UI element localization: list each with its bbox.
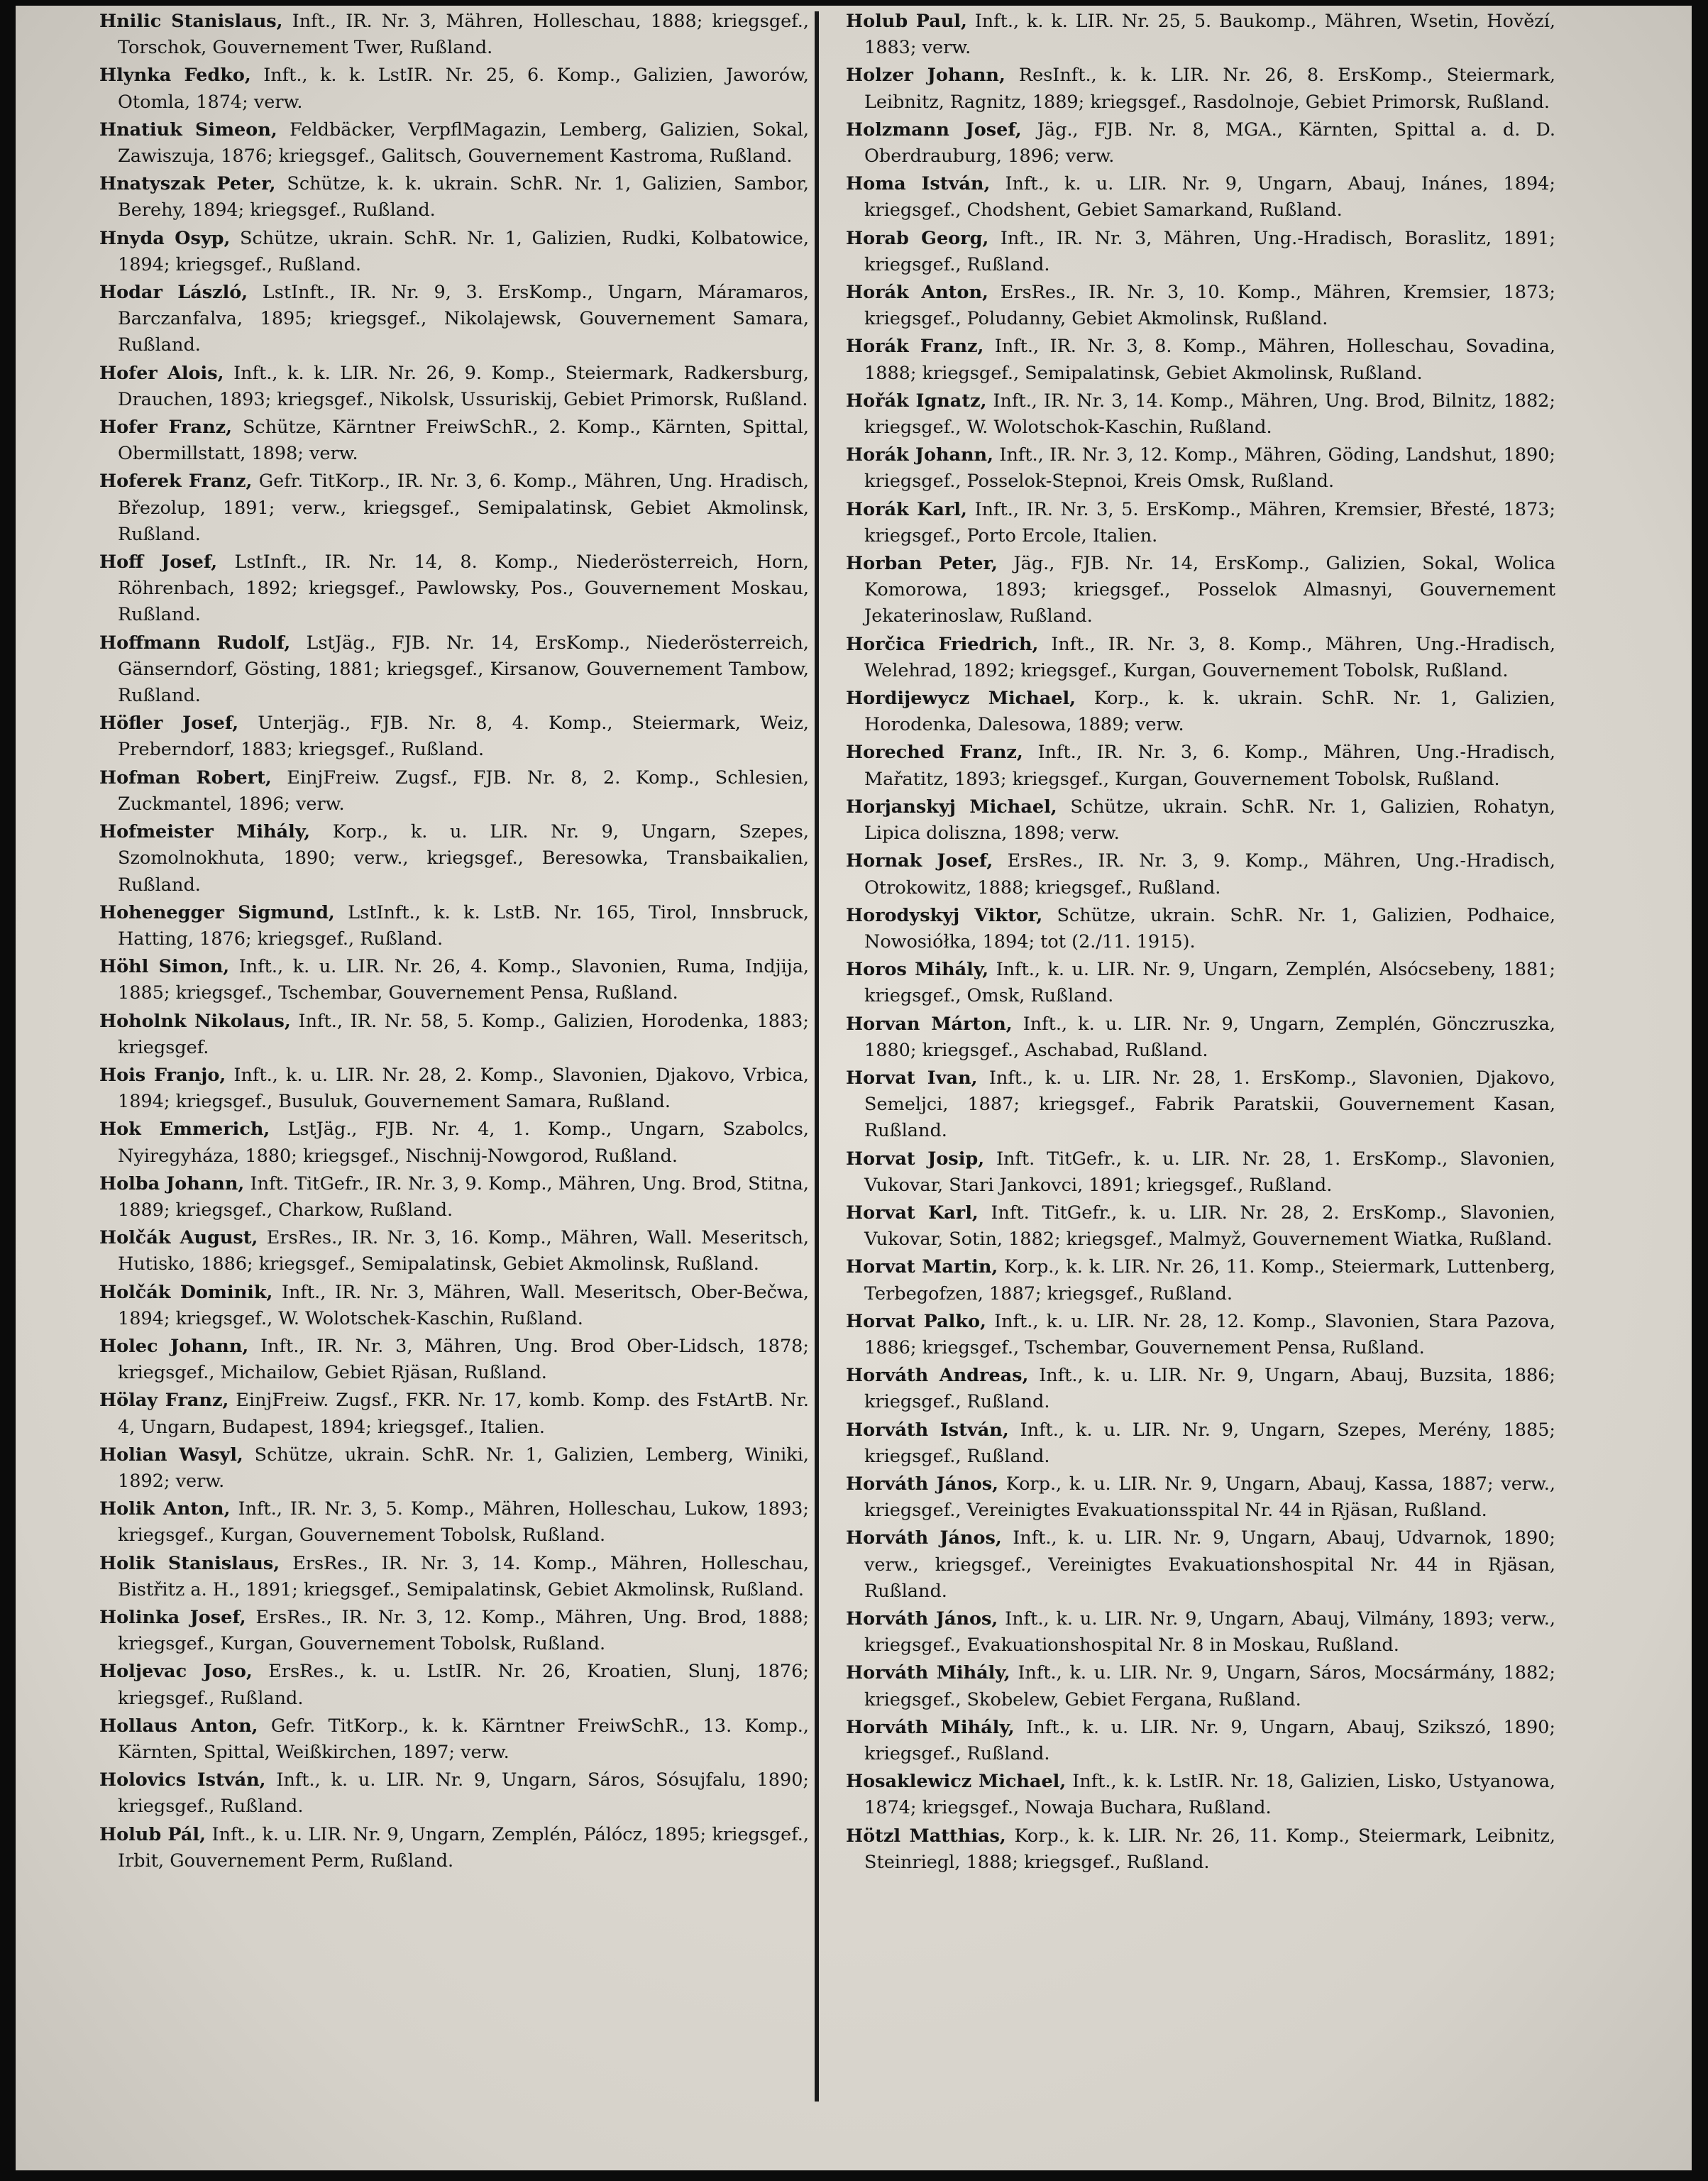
entry-name: Horváth István, (846, 1419, 1009, 1441)
entry-details: Inft., k. u. LIR. Nr. 28, 1. ErsKomp., Slavonien, Djakovo, Semeljci, 1887; kriegsgef., Fabrik Paratskii, Gouvernement Kasan, Rußland. (864, 1067, 1555, 1142)
list-entry (846, 1065, 1555, 1145)
list-entry (846, 226, 1555, 278)
list-entry (846, 740, 1555, 792)
entry-details: Inft., k. u. LIR. Nr. 9, Ungarn, Zemplén, Pálócz, 1895; kriegsgef., Irbit, Gouvernement Perm, Rußland. (118, 1823, 810, 1872)
entry-details: LstJäg., FJB. Nr. 14, ErsKomp., Niederösterreich, Gänserndorf, Gösting, 1881; kriegsgef., Kirsanow, Gouvernement Tambow, Rußland. (118, 632, 809, 707)
entry-details: Inft., k. k. LstIR. Nr. 25, 6. Komp., Galizien, Jaworów, Otomla, 1874; verw. (118, 65, 810, 113)
entry-name: Hollaus Anton, (99, 1715, 258, 1737)
entry-name: Holinka Josef, (99, 1606, 246, 1628)
entry-details: Inft., IR. Nr. 3, 5. Komp., Mähren, Holleschau, Lukow, 1893; kriegsgef., Kurgan, Gouvernement Tobolsk, Rußland. (118, 1498, 809, 1547)
entry-details: LstJäg., FJB. Nr. 4, 1. Komp., Ungarn, Szabolcs, Nyiregyháza, 1880; kriegsgef., Nischnij-Nowgorod, Rußland. (118, 1119, 809, 1167)
list-entry (846, 903, 1555, 955)
list-entry (99, 819, 809, 899)
entry-name: Hohenegger Sigmund, (99, 901, 335, 923)
entry-name: Horvat Palko, (846, 1310, 986, 1332)
entry-name: Horjanskyj Michael, (846, 796, 1057, 818)
entry-name: Holec Johann, (99, 1335, 249, 1357)
entry-name: Horák Franz, (846, 336, 984, 358)
entry-name: Hölay Franz, (99, 1390, 229, 1412)
entry-name: Horváth Andreas, (846, 1365, 1029, 1387)
entry-details: Inft., k. u. LIR. Nr. 9, Ungarn, Szepes, Merény, 1885; kriegsgef., Rußland. (864, 1419, 1556, 1467)
list-entry (846, 1417, 1555, 1470)
entry-name: Horák Johann, (846, 444, 993, 466)
entry-details: Schütze, k. k. ukrain. SchR. Nr. 1, Galizien, Sambor, Berehy, 1894; kriegsgef., Rußland. (118, 173, 810, 221)
list-entry (846, 1823, 1555, 1876)
entry-details: Inft., IR. Nr. 3, Mähren, Wall. Meseritsch, Ober-Bečwa, 1894; kriegsgef., W. Wolotschek-Kaschin, Rußland. (118, 1281, 810, 1329)
entry-name: Horčica Friedrich, (846, 633, 1039, 655)
entry-details: ErsRes., IR. Nr. 3, 10. Komp., Mähren, Kremsier, 1873; kriegsgef., Poludanny, Gebiet Akmolinsk, Rußland. (864, 282, 1555, 330)
list-entry (846, 1769, 1555, 1821)
list-entry (99, 117, 809, 170)
entry-details: ErsRes., IR. Nr. 3, 16. Komp., Mähren, Wall. Meseritsch, Hutisko, 1886; kriegsgef., Semipalatinsk, Gebiet Akmolinsk, Rußland. (118, 1227, 809, 1275)
list-entry (846, 1471, 1555, 1524)
list-entry (846, 551, 1555, 630)
entry-details: Korp., k. k. LIR. Nr. 26, 11. Komp., Steiermark, Luttenberg, Terbegofzen, 1887; kriegsgef., Rußland. (864, 1256, 1555, 1304)
right-column (846, 9, 1555, 1877)
entry-details: EinjFreiw. Zugsf., FJB. Nr. 8, 2. Komp., Schlesien, Zuckmantel, 1896; verw. (118, 767, 810, 815)
list-entry (99, 1334, 809, 1386)
entry-details: Inft., k. u. LIR. Nr. 9, Ungarn, Sáros, Sósujfalu, 1890; kriegsgef., Rußland. (118, 1769, 810, 1818)
list-entry (99, 1659, 809, 1711)
list-entry (846, 62, 1555, 115)
entry-name: Holik Anton, (99, 1498, 231, 1520)
entry-details: Feldbäcker, VerpflMagazin, Lemberg, Galizien, Sokal, Zawiszuja, 1876; kriegsgef., Galitsch, Gouvernement Kastroma, Rußland. (118, 119, 809, 167)
list-entry (846, 1660, 1555, 1713)
entry-name: Holzmann Josef, (846, 119, 1022, 141)
entry-details: Inft., k. u. LIR. Nr. 9, Ungarn, Abauj, Udvarnok, 1890; verw., kriegsgef., Vereinigtes Evakuationshospital Nr. 44 in Rjäsan, Rußland. (864, 1527, 1555, 1602)
entry-details: Inft. TitGefr., k. u. LIR. Nr. 28, 2. ErsKomp., Slavonien, Vukovar, Sotin, 1882; kriegsgef., Malmyž, Gouvernement Wiatka, Rußland. (864, 1202, 1556, 1251)
entry-details: Inft., k. u. LIR. Nr. 9, Ungarn, Abauj, Vilmány, 1893; verw., kriegsgef., Evakuationshospital Nr. 8 in Moskau, Rußland. (864, 1608, 1556, 1657)
entry-details: Inft., k. k. LstIR. Nr. 18, Galizien, Lisko, Ustyanowa, 1874; kriegsgef., Nowaja Buchara, Rußland. (864, 1771, 1556, 1819)
entry-name: Hnilic Stanislaus, (99, 11, 283, 32)
list-entry (99, 1062, 809, 1115)
entry-details: Schütze, ukrain. SchR. Nr. 1, Galizien, Podhaice, Nowosiółka, 1894; tot (2./11. 1915). (864, 904, 1555, 952)
entry-name: Hořák Ignatz, (846, 390, 987, 412)
list-entry (846, 1309, 1555, 1361)
entry-name: Holba Johann, (99, 1172, 245, 1194)
entry-name: Holovics István, (99, 1769, 266, 1791)
entry-details: Inft., k. u. LIR. Nr. 9, Ungarn, Zemplén, Gönczruszka, 1880; kriegsgef., Aschabad, Rußland. (864, 1013, 1556, 1061)
entry-name: Horvat Josip, (846, 1148, 985, 1170)
entry-name: Hnyda Osyp, (99, 227, 231, 249)
entry-name: Hoff Josef, (99, 551, 218, 573)
entry-name: Holjevac Joso, (99, 1661, 253, 1683)
entry-name: Horvat Ivan, (846, 1067, 978, 1089)
entry-name: Holian Wasyl, (99, 1444, 243, 1466)
list-entry (99, 171, 809, 224)
list-entry (99, 226, 809, 278)
list-entry (99, 765, 809, 818)
entry-name: Holik Stanislaus, (99, 1552, 280, 1574)
list-entry (99, 549, 809, 629)
entry-name: Horváth János, (846, 1608, 998, 1630)
list-entry (846, 1525, 1555, 1605)
entry-name: Horeched Franz, (846, 742, 1023, 764)
entry-details: Inft., IR. Nr. 3, Mähren, Ung. Brod Ober-Lidsch, 1878; kriegsgef., Michailow, Gebiet Rjäsan, Rußland. (118, 1335, 809, 1384)
list-entry (846, 9, 1555, 61)
list-entry (846, 848, 1555, 901)
entry-details: Inft., k. u. LIR. Nr. 9, Ungarn, Abauj, Buzsita, 1886; kriegsgef., Rußland. (864, 1365, 1555, 1413)
list-entry (846, 1200, 1555, 1253)
entry-details: Inft., IR. Nr. 3, 8. Komp., Mähren, Holleschau, Sovadina, 1888; kriegsgef., Semipalatinsk, Gebiet Akmolinsk, Rußland. (864, 336, 1556, 384)
list-entry (846, 1363, 1555, 1415)
list-entry (846, 686, 1555, 738)
list-entry (846, 497, 1555, 549)
list-entry (846, 1715, 1555, 1767)
entry-name: Horváth Mihály, (846, 1662, 1010, 1684)
entry-details: ErsRes., IR. Nr. 3, 12. Komp., Mähren, Ung. Brod, 1888; kriegsgef., Kurgan, Gouvernement Tobolsk, Rußland. (118, 1606, 809, 1655)
entry-name: Horos Mihály, (846, 959, 989, 981)
entry-name: Horban Peter, (846, 553, 998, 575)
list-entry (99, 1822, 809, 1874)
entry-details: Inft., k. k. LIR. Nr. 26, 9. Komp., Steiermark, Radkersburg, Drauchen, 1893; kriegsgef., Nikolsk, Ussuriskij, Gebiet Primorsk, Rußland. (118, 362, 810, 410)
entry-details: Inft., IR. Nr. 3, Mähren, Holleschau, 1888; kriegsgef., Torschok, Gouvernement Twer, Rußland. (118, 11, 809, 59)
entry-details: Inft., IR. Nr. 3, 12. Komp., Mähren, Göding, Landshut, 1890; kriegsgef., Posselok-Stepnoi, Kreis Omsk, Rußland. (864, 444, 1555, 493)
list-entry (99, 1605, 809, 1657)
list-entry (99, 1171, 809, 1224)
entry-details: Inft. TitGefr., k. u. LIR. Nr. 28, 1. ErsKomp., Slavonien, Vukovar, Stari Jankovci, 1891; kriegsgef., Rußland. (864, 1148, 1556, 1196)
list-entry (846, 1011, 1555, 1064)
entry-name: Hosaklewicz Michael, (846, 1771, 1067, 1793)
list-entry (846, 171, 1555, 224)
entry-details: Gefr. TitKorp., k. k. Kärntner FreiwSchR., 13. Komp., Kärnten, Spittal, Weißkirchen, 1897; verw. (118, 1715, 809, 1763)
entry-details: Inft., IR. Nr. 3, 14. Komp., Mähren, Ung. Brod, Bilnitz, 1882; kriegsgef., W. Wolotschok-Kaschin, Rußland. (864, 390, 1555, 439)
entry-name: Hoholnk Nikolaus, (99, 1010, 291, 1032)
list-entry (846, 794, 1555, 847)
list-entry (99, 1225, 809, 1278)
entry-name: Horvan Márton, (846, 1013, 1013, 1035)
entry-details: Inft., IR. Nr. 3, 8. Komp., Mähren, Ung.-Hradisch, Welehrad, 1892; kriegsgef., Kurgan, Gouvernement Tobolsk, Rußland. (864, 633, 1556, 681)
list-entry (846, 117, 1555, 170)
list-entry (846, 280, 1555, 332)
entry-details: Schütze, ukrain. SchR. Nr. 1, Galizien, Rohatyn, Lipica doliszna, 1898; verw. (864, 796, 1556, 845)
entry-details: Unterjäg., FJB. Nr. 8, 4. Komp., Steiermark, Weiz, Preberndorf, 1883; kriegsgef., Rußland. (118, 713, 809, 761)
list-entry (99, 468, 809, 548)
entry-name: Hordijewycz Michael, (846, 688, 1076, 710)
entry-details: ErsRes., k. u. LstIR. Nr. 26, Kroatien, Slunj, 1876; kriegsgef., Rußland. (118, 1661, 809, 1709)
list-entry (99, 9, 809, 61)
list-entry (99, 1009, 809, 1061)
entry-name: Hoferek Franz, (99, 471, 253, 493)
left-column (99, 9, 809, 1876)
entry-details: Korp., k. u. LIR. Nr. 9, Ungarn, Szepes, Szomolnokhuta, 1890; verw., kriegsgef., Beresowka, Transbaikalien, Rußland. (118, 821, 809, 896)
entry-name: Hodar László, (99, 282, 248, 304)
entry-name: Höhl Simon, (99, 956, 230, 978)
entry-name: Horváth János, (846, 1473, 999, 1495)
entry-name: Hok Emmerich, (99, 1119, 270, 1141)
entry-name: Homa István, (846, 173, 991, 195)
entry-name: Horvat Martin, (846, 1256, 998, 1278)
entry-details: Inft. TitGefr., IR. Nr. 3, 9. Komp., Mähren, Ung. Brod, Stitna, 1889; kriegsgef., Charkow, Rußland. (118, 1172, 809, 1221)
list-entry (846, 632, 1555, 684)
entry-details: Inft., k. k. LIR. Nr. 25, 5. Baukomp., Mähren, Wsetin, Hovězí, 1883; verw. (864, 11, 1555, 59)
list-entry (846, 442, 1555, 495)
entry-name: Hornak Josef, (846, 850, 993, 872)
entry-details: Inft., k. u. LIR. Nr. 28, 12. Komp., Slavonien, Stara Pazova, 1886; kriegsgef., Tschembar, Gouvernement Pensa, Rußland. (864, 1310, 1555, 1358)
entry-name: Hofer Franz, (99, 417, 232, 439)
entry-details: Schütze, ukrain. SchR. Nr. 1, Galizien, Lemberg, Winiki, 1892; verw. (118, 1444, 809, 1492)
entry-details: Inft., k. u. LIR. Nr. 9, Ungarn, Abauj, Szikszó, 1890; kriegsgef., Rußland. (864, 1716, 1555, 1764)
entry-details: Inft., k. u. LIR. Nr. 9, Ungarn, Sáros, Mocsármány, 1882; kriegsgef., Skobelew, Gebiet Fergana, Rußland. (864, 1662, 1555, 1710)
entry-name: Holčák Dominik, (99, 1281, 273, 1303)
entry-name: Horváth Mihály, (846, 1716, 1015, 1738)
scanned-page (16, 6, 1692, 2170)
list-entry (846, 1606, 1555, 1659)
entry-name: Holub Paul, (846, 11, 967, 32)
entry-details: LstInft., IR. Nr. 9, 3. ErsKomp., Ungarn, Máramaros, Barczanfalva, 1895; kriegsgef., Nikolajewsk, Gouvernement Samara, Rußland. (118, 282, 809, 356)
list-entry (99, 1442, 809, 1495)
entry-name: Holub Pál, (99, 1823, 206, 1845)
entry-name: Hofman Robert, (99, 767, 272, 789)
entry-name: Hnatiuk Simeon, (99, 119, 277, 141)
entry-details: Jäg., FJB. Nr. 8, MGA., Kärnten, Spittal a. d. D. Oberdrauburg, 1896; verw. (864, 119, 1556, 167)
entry-details: EinjFreiw. Zugsf., FKR. Nr. 17, komb. Komp. des FstArtB. Nr. 4, Ungarn, Budapest, 1894; kriegsgef., Italien. (118, 1390, 809, 1438)
entry-name: Höfler Josef, (99, 713, 239, 735)
list-entry (99, 62, 809, 115)
entry-name: Hötzl Matthias, (846, 1825, 1006, 1847)
list-entry (99, 630, 809, 710)
entry-details: LstInft., IR. Nr. 14, 8. Komp., Niederösterreich, Horn, Röhrenbach, 1892; kriegsgef., Pawlowsky, Pos., Gouvernement Moskau, Rußland. (118, 551, 809, 626)
entry-name: Hofmeister Mihály, (99, 821, 311, 843)
entry-details: Schütze, ukrain. SchR. Nr. 1, Galizien, Rudki, Kolbatowice, 1894; kriegsgef., Rußland. (118, 227, 810, 275)
list-entry (846, 1146, 1555, 1199)
entry-details: Inft., IR. Nr. 3, 5. ErsKomp., Mähren, Kremsier, Břesté, 1873; kriegsgef., Porto Ercole, Italien. (864, 498, 1555, 546)
list-entry (846, 334, 1555, 386)
list-entry (846, 1254, 1555, 1307)
entry-name: Horodyskyj Viktor, (846, 904, 1043, 926)
list-entry (846, 957, 1555, 1009)
entry-details: Inft., IR. Nr. 3, 6. Komp., Mähren, Ung.-Hradisch, Mařatitz, 1893; kriegsgef., Kurgan, Gouvernement Tobolsk, Rußland. (864, 742, 1556, 790)
entry-details: Korp., k. u. LIR. Nr. 9, Ungarn, Abauj, Kassa, 1887; verw., kriegsgef., Vereinigtes Evakuationsspital Nr. 44 in Rjäsan, Rußland. (864, 1473, 1555, 1522)
entry-details: LstInft., k. k. LstB. Nr. 165, Tirol, Innsbruck, Hatting, 1876; kriegsgef., Rußland. (118, 901, 809, 950)
list-entry (99, 710, 809, 763)
list-entry (99, 954, 809, 1006)
column-divider (815, 11, 819, 2102)
entry-name: Hois Franjo, (99, 1064, 226, 1086)
list-entry (99, 1551, 809, 1603)
entry-details: Gefr. TitKorp., IR. Nr. 3, 6. Komp., Mähren, Ung. Hradisch, Březolup, 1891; verw., kriegsgef., Semipalatinsk, Gebiet Akmolinsk, Rußland. (118, 471, 810, 545)
list-entry (99, 280, 809, 359)
entry-details: Inft., IR. Nr. 58, 5. Komp., Galizien, Horodenka, 1883; kriegsgef. (118, 1010, 809, 1058)
list-entry (846, 388, 1555, 441)
entry-details: Jäg., FJB. Nr. 14, ErsKomp., Galizien, Sokal, Wolica Komorowa, 1893; kriegsgef., Posselok Almasnyi, Gouvernement Jekaterinoslaw, Rußland. (864, 553, 1555, 627)
entry-name: Horvat Karl, (846, 1202, 979, 1224)
entry-details: Korp., k. k. ukrain. SchR. Nr. 1, Galizien, Horodenka, Dalesowa, 1889; verw. (864, 688, 1555, 736)
entry-name: Horák Anton, (846, 282, 988, 304)
entry-details: Inft., k. u. LIR. Nr. 9, Ungarn, Zemplén, Alsócsebeny, 1881; kriegsgef., Omsk, Rußland. (864, 959, 1555, 1007)
list-entry (99, 1767, 809, 1820)
entry-details: Inft., IR. Nr. 3, Mähren, Ung.-Hradisch, Boraslitz, 1891; kriegsgef., Rußland. (864, 227, 1555, 275)
list-entry (99, 1713, 809, 1766)
entry-name: Horváth János, (846, 1527, 1002, 1549)
entry-details: ErsRes., IR. Nr. 3, 14. Komp., Mähren, Holleschau, Bistřitz a. H., 1891; kriegsgef., Semipalatinsk, Gebiet Akmolinsk, Rußland. (118, 1552, 809, 1600)
entry-name: Hnatyszak Peter, (99, 173, 276, 195)
entry-details: Korp., k. k. LIR. Nr. 26, 11. Komp., Steiermark, Leibnitz, Steinriegl, 1888; kriegsgef., Rußland. (864, 1825, 1556, 1873)
entry-details: Inft., k. u. LIR. Nr. 28, 2. Komp., Slavonien, Djakovo, Vrbica, 1894; kriegsgef., Busuluk, Gouvernement Samara, Rußland. (118, 1064, 810, 1113)
list-entry (99, 1388, 809, 1440)
entry-name: Holzer Johann, (846, 65, 1005, 87)
entry-name: Hlynka Fedko, (99, 65, 251, 87)
list-entry (99, 361, 809, 413)
entry-name: Hoffmann Rudolf, (99, 632, 291, 654)
entry-details: Schütze, Kärntner FreiwSchR., 2. Komp., Kärnten, Spittal, Obermillstatt, 1898; verw. (118, 417, 809, 465)
entry-details: Inft., k. u. LIR. Nr. 9, Ungarn, Abauj, Inánes, 1894; kriegsgef., Chodshent, Gebiet Samarkand, Rußland. (864, 173, 1555, 221)
list-entry (99, 1116, 809, 1169)
list-entry (99, 1496, 809, 1549)
entry-details: Inft., k. u. LIR. Nr. 26, 4. Komp., Slavonien, Ruma, Indjija, 1885; kriegsgef., Tschembar, Gouvernement Pensa, Rußland. (118, 956, 810, 1004)
entry-name: Hofer Alois, (99, 362, 224, 384)
list-entry (99, 900, 809, 952)
entry-details: ErsRes., IR. Nr. 3, 9. Komp., Mähren, Ung.-Hradisch, Otrokowitz, 1888; kriegsgef., Rußland. (864, 850, 1556, 899)
list-entry (99, 414, 809, 467)
entry-name: Holčák August, (99, 1227, 258, 1249)
entry-name: Horab Georg, (846, 227, 989, 249)
list-entry (99, 1280, 809, 1332)
entry-details: ResInft., k. k. LIR. Nr. 26, 8. ErsKomp., Steiermark, Leibnitz, Ragnitz, 1889; kriegsgef., Rasdolnoje, Gebiet Primorsk, Rußland. (864, 65, 1555, 113)
entry-name: Horák Karl, (846, 498, 967, 520)
